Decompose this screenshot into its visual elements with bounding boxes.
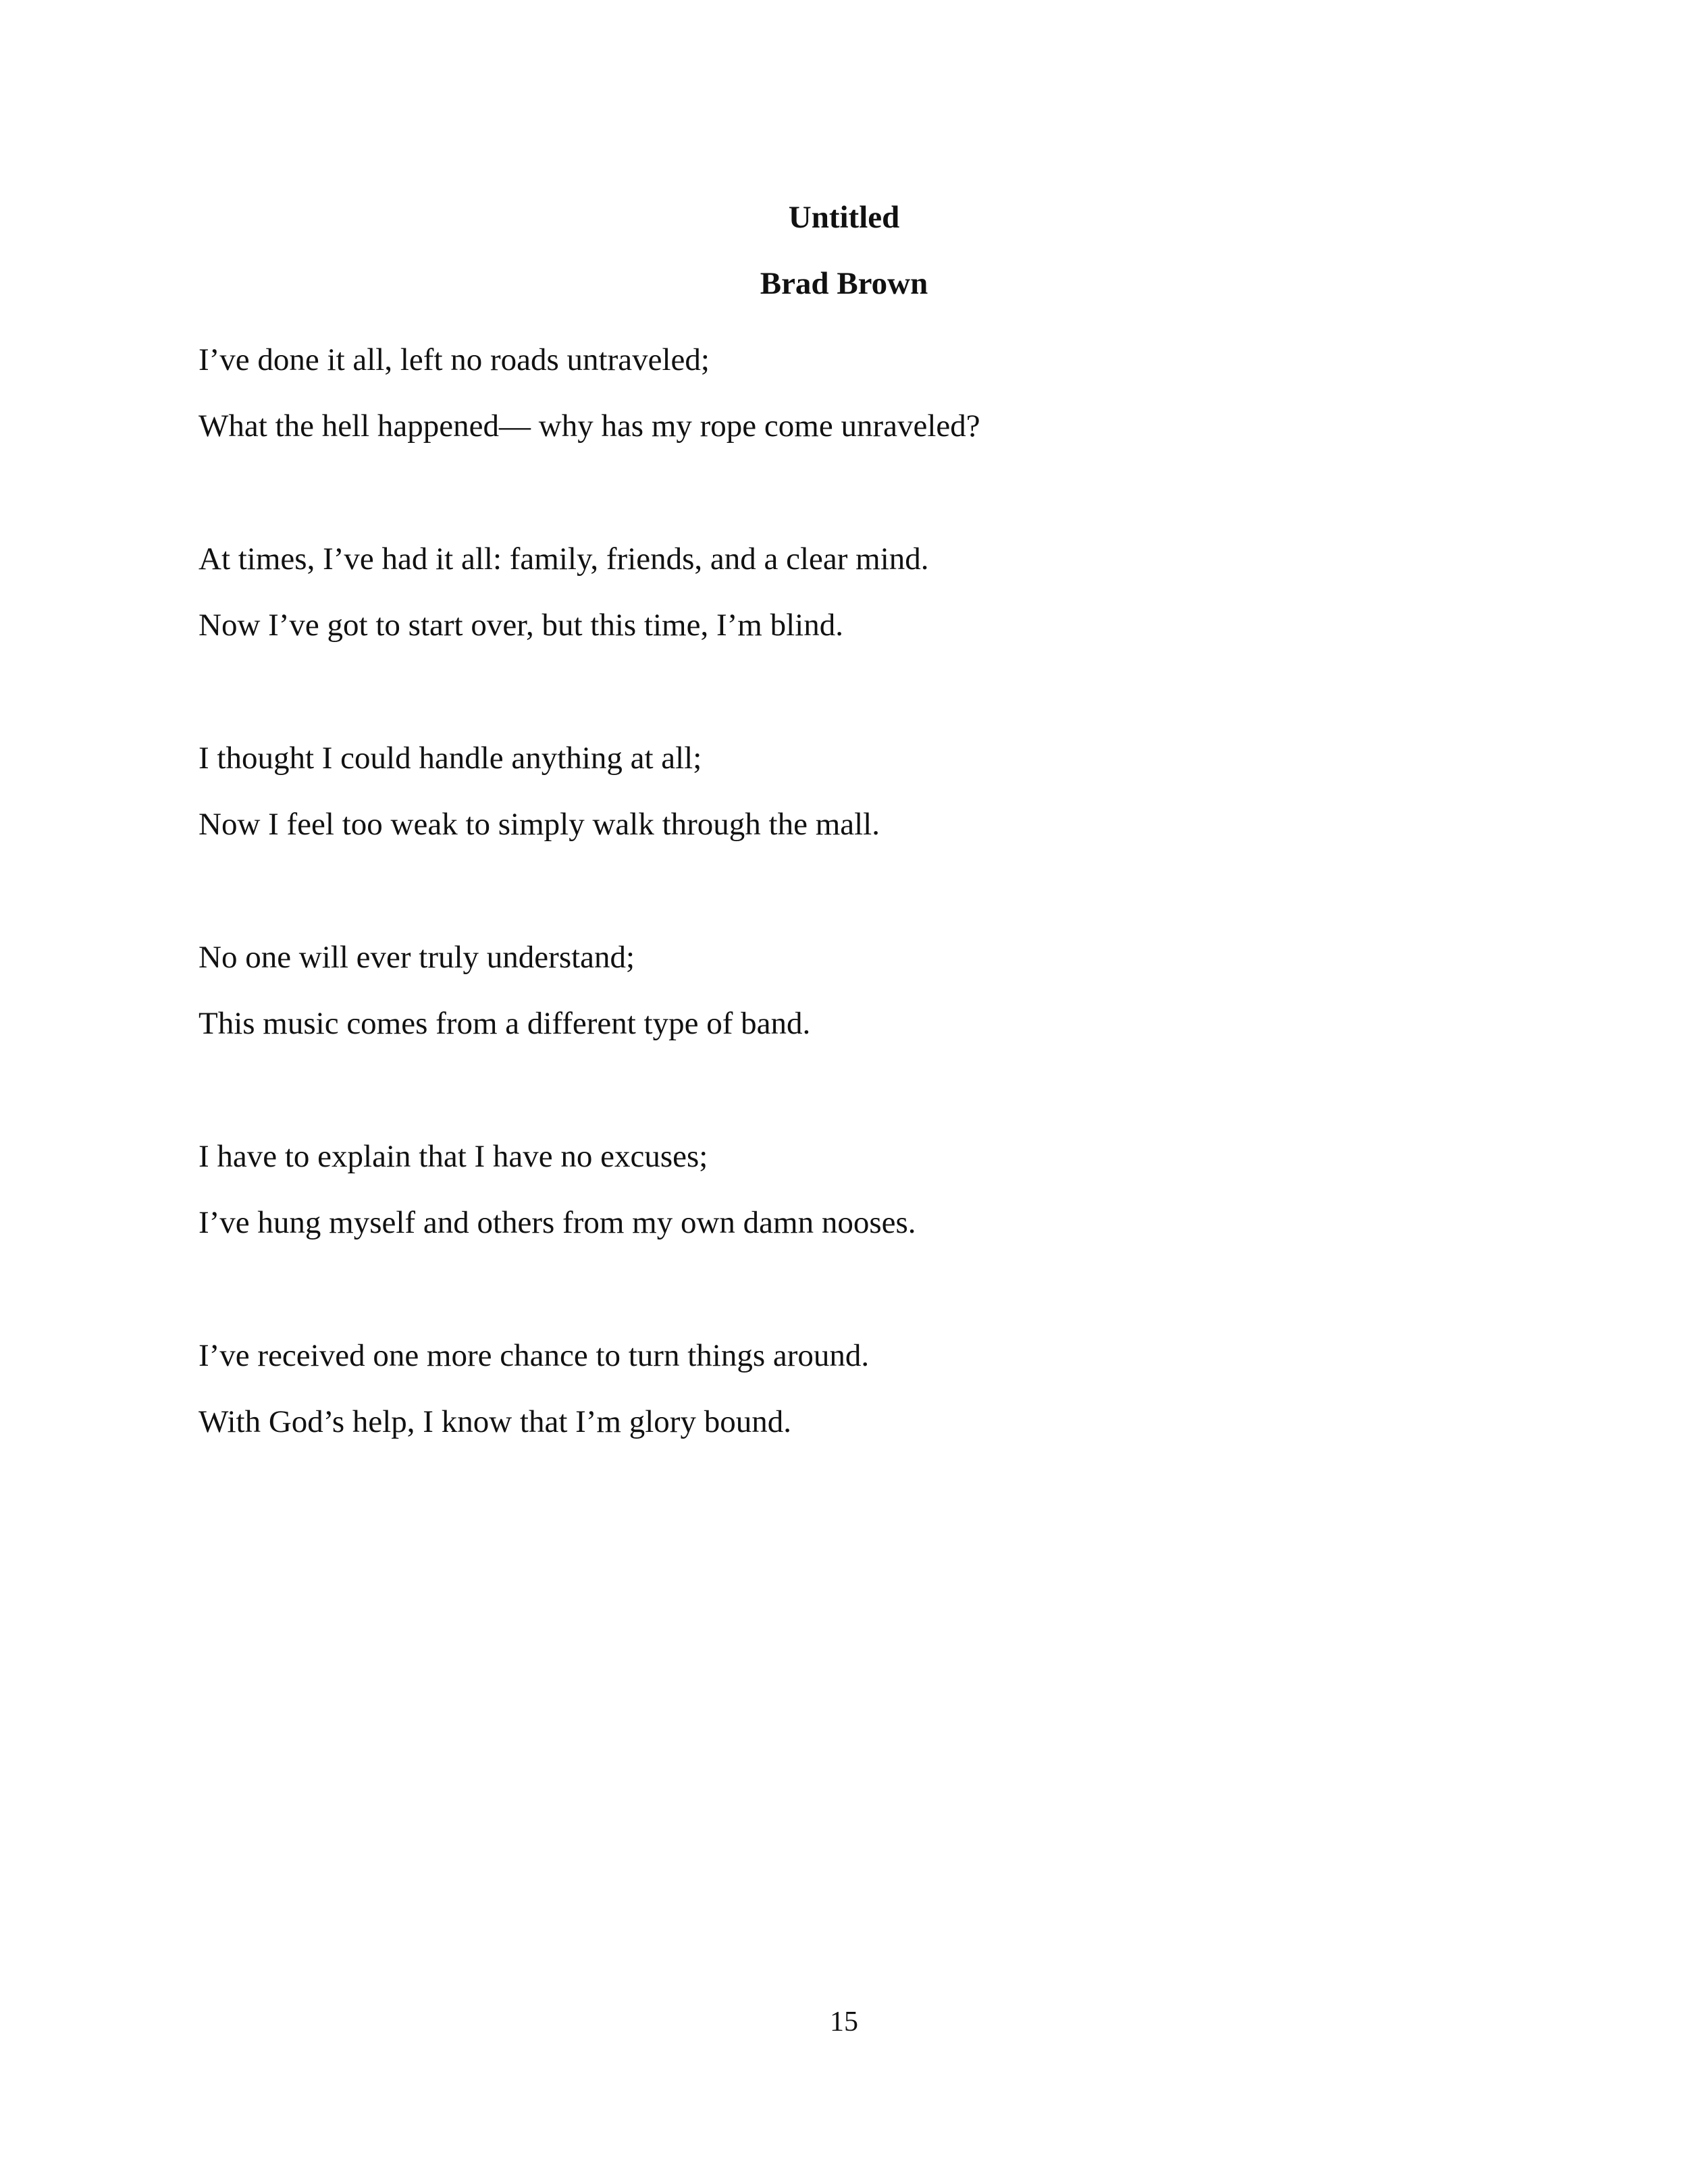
poem-line: At times, I’ve had it all: family, friends, and a clear mind. (199, 541, 929, 577)
page-number: 15 (830, 2006, 858, 2037)
poem-author: Brad Brown (760, 266, 928, 301)
poem-line: This music comes from a different type of band. (199, 1006, 811, 1041)
poem-line: What the hell happened— why has my rope come unraveled? (199, 408, 980, 444)
poem-line: I thought I could handle anything at all; (199, 741, 702, 776)
poem-title: Untitled (788, 200, 900, 235)
poem-line: I’ve hung myself and others from my own damn nooses. (199, 1205, 916, 1240)
poem-line: Now I’ve got to start over, but this time, I’m blind. (199, 608, 843, 643)
poem-line: With God’s help, I know that I’m glory bound. (199, 1404, 791, 1439)
poem-line: I have to explain that I have no excuses; (199, 1139, 708, 1174)
poem-line: I’ve received one more chance to turn things around. (199, 1338, 870, 1373)
poem-line: Now I feel too weak to simply walk through the mall. (199, 807, 880, 842)
poem-line: I’ve done it all, left no roads untraveled; (199, 342, 710, 377)
poem-line: No one will ever truly understand; (199, 940, 635, 975)
